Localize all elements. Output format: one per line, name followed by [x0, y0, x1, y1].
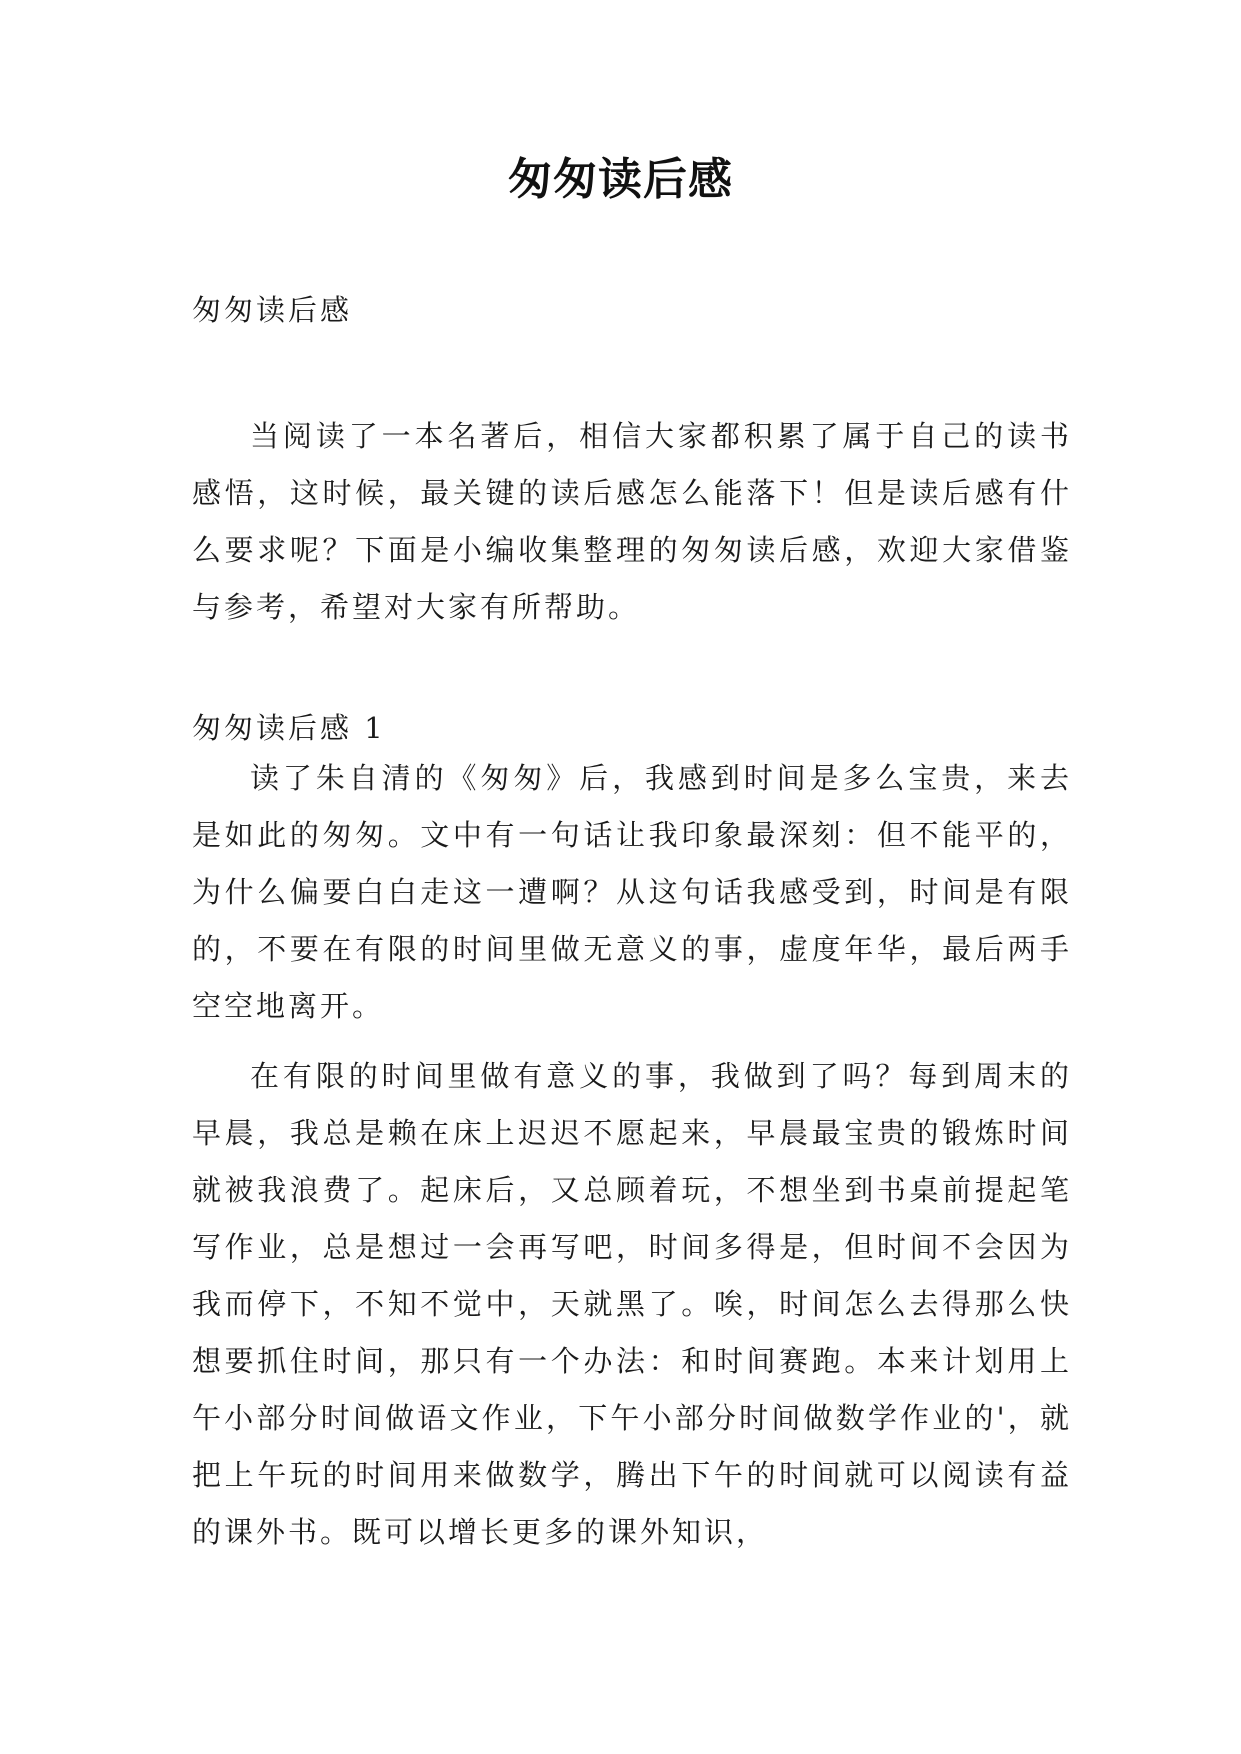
body-paragraph-2: 在有限的时间里做有意义的事，我做到了吗？每到周末的早晨，我总是赖在床上迟迟不愿起来，早晨最宝贵的锻炼时间就被我浪费了。起床后，又总顾着玩，不想坐到书桌前提起笔写作业，总是想过一会再写吧，时间多得是，但时间不会因为我而停下，不知不觉中，天就黑了。唉，时间怎么去得那么快想要抓住时间，那只有一个办法：和时间赛跑。本来计划用上午小部分时间做语文作业，下午小部分时间做数学作业的'，就把上午玩的时间用来做数学，腾出下午的时间就可以阅读有益的课外书。既可以增长更多的课外知识，: [192, 1059, 1072, 1549]
document-title: 匆匆读后感: [508, 154, 733, 205]
intro-paragraph: 当阅读了一本名著后，相信大家都积累了属于自己的读书感悟，这时候，最关键的读后感怎么能落下！但是读后感有什么要求呢？下面是小编收集整理的匆匆读后感，欢迎大家借鉴与参考，希望对大家有所帮助。: [192, 419, 1072, 624]
body-paragraph-1: 读了朱自清的《匆匆》后，我感到时间是多么宝贵，来去是如此的匆匆。文中有一句话让我印象最深刻：但不能平的，为什么偏要白白走这一遭啊？从这句话我感受到，时间是有限的，不要在有限的时间里做无意义的事，虚度年华，最后两手空空地离开。: [192, 761, 1072, 1023]
section-heading: 匆匆读后感 1: [192, 711, 386, 745]
document-subtitle: 匆匆读后感: [192, 293, 353, 327]
